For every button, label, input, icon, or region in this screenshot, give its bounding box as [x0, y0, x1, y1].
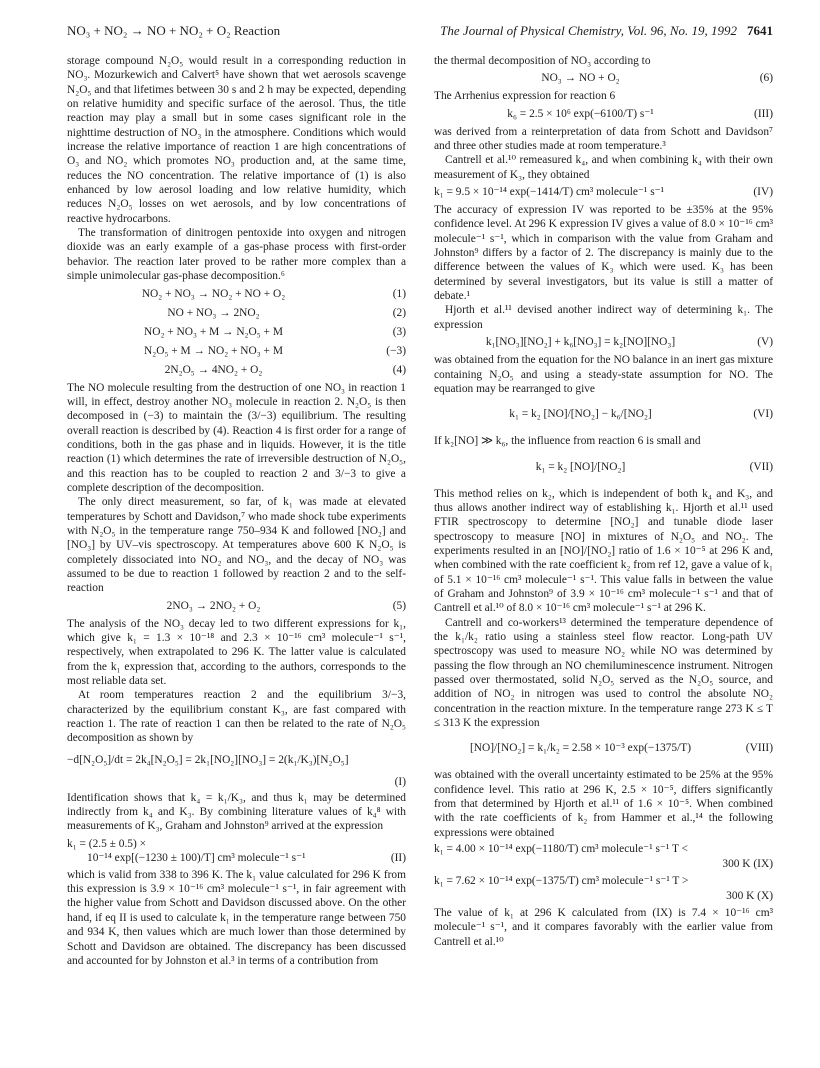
paragraph: If k₂[NO] ≫ k₆, the influence from reaction 6 is small and	[434, 435, 701, 448]
equation-expression-line-1: k₁ = (2.5 ± 0.5) ×	[67, 837, 147, 850]
paragraph: which is valid from 338 to 396 K. The k₁ value calculated for 296 K from this expression is 3.9 × 10⁻¹⁶ cm³ molecule⁻¹ s⁻¹, in fair agreement with the higher value from Schott and Davidson discussed above. On the other hand, if eq II is used to calculate k₁ in the temperature range between 750 and 934 K, then values which are much lower than those determined by Schott and Davidson are obtained. The discrepancy has been discussed and accounted for by Johnston et al.³ in terms of a contribution from	[67, 868, 406, 967]
paragraph: Identification shows that k₄ = k₁/K₃, and thus k₁ may be determined indirectly from k₄ and K₃. By combining literature values of k₄⁸ with measurements of K₃, Graham and Johnston⁹ arrived at the expression	[67, 791, 406, 833]
paragraph: At room temperatures reaction 2 and the equilibrium 3/−3, characterized by the equilibrium constant K₃, are fast compared with reaction 1. The rate of reaction 1 can then be related to the rate of N₂O₅ decomposition as shown by	[67, 689, 406, 745]
equation-expression: k₁ = k₂ [NO]/[NO₂]	[535, 460, 626, 473]
paragraph: The only direct measurement, so far, of k₁ was made at elevated temperatures by Schott and Davidson,⁷ who made shock tube experiments with N₂O₅ in the temperature range 750–934 K and followed [NO₂] and [NO₃] by UV–vis spectroscopy. At temperatures above 600 K N₂O₅ is completely dissociated into NO₂ and NO₃, and the decay of NO₃ was assumed to be due to reaction 1 followed by reaction 2 and to the self-reaction	[67, 496, 406, 595]
equation-5	[67, 598, 406, 615]
paragraph: Hjorth et al.¹¹ devised another indirect way of determining k₁. The expression	[434, 304, 773, 331]
equation-expression: k₁ = 7.62 × 10⁻¹⁴ exp(−1375/T) cm³ molecule⁻¹ s⁻¹ T >	[434, 875, 689, 888]
equation-number: (−3)	[386, 344, 406, 357]
equation-expression: N₂O₅ + M → NO₂ + NO₃ + M	[144, 344, 283, 357]
equation-expression: k₁ = 4.00 × 10⁻¹⁴ exp(−1180/T) cm³ molecule⁻¹ s⁻¹ T <	[434, 843, 688, 856]
equation-number: (III)	[754, 107, 773, 120]
paragraph: Cantrell and co-workers¹³ determined the temperature dependence of the k₁/k₂ ratio using a stainless steel flow reactor. Long-path UV spectroscopy was used to measure NO₂ while NO was determined by passing the flow through an NO chemiluminescence instrument. Nitrogen passed over thermostated, solid N₂O₅ served as the N₂O₅ source, and addition of NO₂ in nitrogen was used to control the absolute NO₂ concentration in the reaction mixture. In the temperature range 273 K ≤ T ≤ 313 K the expression	[434, 616, 773, 730]
equation-VI	[434, 398, 773, 432]
paragraph: the thermal decomposition of NO₃ according to	[434, 55, 651, 67]
equation-number: (VIII)	[745, 742, 773, 755]
equation-number: 300 K (X)	[726, 890, 773, 903]
right-column	[434, 54, 773, 949]
paragraph: The transformation of dinitrogen pentoxide into oxygen and nitrogen dioxide was an early example of a gas-phase process with first-order behavior. The reaction later proved to be rather more complex than a simple unimolecular gas-phase decomposition.⁶	[67, 227, 406, 283]
paragraph: Cantrell et al.¹⁰ remeasured k₄, and when combining k₄ with their own measurement of K₃, they obtained	[434, 154, 773, 181]
equation-IV	[434, 184, 773, 201]
paragraph: storage compound N₂O₅ would result in a corresponding reduction in NO₃. Mozurkewich and Calvert⁵ have shown that wet aerosols scavenge N₂O₅ and that lifetimes between 30 s and 2 h may be expected, depending on relative humidity and specific surface of the aerosol. Thus, the title reaction may play a small but in some cases significant role in the nighttime destruction of NO₃ in the atmosphere. Conditions which would increase the relative importance of reaction 1 are high concentrations of O₃ and NO₂ which promotes NO₃ production and, at the same time, reduces the NO concentration. The relative importance of (1) is also enhanced by low aerosol loading and low relative humidity, which reduces N₂O₅ losses on wet aerosols, and by low concentrations of reactive hydrocarbons.	[67, 55, 406, 225]
page-header	[67, 23, 773, 41]
paragraph: The NO molecule resulting from the destruction of one NO₃ in reaction 1 will, in effect, destroy another NO₃ molecule in reaction 2. N₂O₅ is then decomposed in (−3) to maintain the (3/−3) equilibrium. The resulting overall reaction is described by (4). Reaction 4 is first order for a range of conditions, both in the gas phase and in liquids. However, it is the title reaction (1) which determines the rate of irreversible destruction of N₂O₅, and this reaction has to be coupled to reaction 2 and 3/−3 to give a complete description of the decomposition.	[67, 381, 406, 494]
equation-expression: k₁[NO₃][NO₂] + k₆[NO₃] = k₂[NO][NO₃]	[485, 336, 676, 349]
equation-expression: 2N₂O₅ → 4NO₂ + O₂	[164, 363, 263, 376]
journal-name: The Journal of Physical Chemistry, Vol. 96, No. 19, 1992	[440, 23, 737, 38]
equation-V	[434, 334, 773, 351]
paragraph: The value of k₁ at 296 K calculated from (IX) is 7.4 × 10⁻¹⁶ cm³ molecule⁻¹ s⁻¹, and it compares favorably with the earlier value from Cantrell et al.¹⁰	[434, 907, 773, 948]
equation-expression: k₆ = 2.5 × 10⁶ exp(−6100/T) s⁻¹	[507, 107, 654, 120]
left-column	[67, 54, 406, 968]
equation-VII	[434, 451, 773, 485]
equation-X	[434, 874, 773, 904]
equation-number: (1)	[392, 287, 406, 300]
equation-III	[434, 106, 773, 123]
equation-number: (I)	[394, 775, 406, 788]
paragraph: was obtained with the overall uncertainty estimated to be 25% at the 95% confidence level. This ratio at 296 K, 2.5 × 10⁻⁵, differs significantly from that determined by Hjorth et al.¹¹ of 1.6 × 10⁻⁵. When combined with the rate coefficients of k₂ from Hammer et al.,¹⁴ the following expressions were obtained	[434, 769, 773, 839]
equation-expression: k₁ = k₂ [NO]/[NO₂] − k₆/[NO₂]	[509, 408, 652, 421]
equation-expression: NO₂ + NO₃ → NO₂ + NO + O₂	[141, 287, 286, 300]
equation-number: (2)	[392, 306, 406, 319]
paragraph: The accuracy of expression IV was reported to be ±35% at the 95% confidence level. At 296 K expression IV gives a value of 8.0 × 10⁻¹⁶ cm³ molecule⁻¹ s⁻¹, which in comparison with the value from Graham and Johnston⁹ differs by a factor of 2. The discrepancy is mainly due to the difference between the values of K₃ which were used. K₃ has been determined by several investigators, but its value is still a matter of debate.¹	[434, 204, 773, 303]
equation-expression: 2NO₃ → 2NO₂ + O₂	[166, 599, 261, 612]
page-number: 7641	[747, 23, 773, 38]
equation-1	[67, 286, 406, 303]
equation-number: (IV)	[753, 186, 773, 199]
equation-2	[67, 305, 406, 322]
equation-4	[67, 362, 406, 379]
equation-expression-line-2: 10⁻¹⁴ exp[(−1230 ± 100)/T] cm³ molecule⁻¹ s⁻¹	[87, 851, 306, 864]
equation-II	[67, 836, 406, 866]
equation-number: (VII)	[749, 460, 773, 473]
equation-expression: [NO]/[NO₂] = k₁/k₂ = 2.58 × 10⁻³ exp(−1375/T)	[469, 742, 692, 755]
equation-number: (6)	[759, 72, 773, 85]
paragraph: was derived from a reinterpretation of data from Schott and Davidson⁷ and three other studies made at room temperature.³	[434, 125, 773, 153]
equation-VIII	[434, 732, 773, 766]
equation-number: (3)	[392, 325, 406, 338]
paragraph: This method relies on k₂, which is independent of both k₄ and K₃, and thus allows another indirect way of establishing k₁. Hjorth et al.¹¹ used FTIR spectroscopy to determine [NO₂] and tunable diode laser spectroscopy to measure [NO] in mixtures of N₂O₅ and NO₂. The experiments resulted in an [NO]/[NO₂] ratio of 1.6 × 10⁻⁵ at 296 K and, when combined with the rate coefficient k₂ from ref 12, gave a value of k₁ of 5.1 × 10⁻¹⁶ cm³ molecule⁻¹ s⁻¹. This value falls in between the value of Graham and Johnston⁹ of 3.9 × 10⁻¹⁶ cm³ molecule⁻¹ s⁻¹ and that of Cantrell et al.¹⁰ of 8.0 × 10⁻¹⁶ cm³ molecule⁻¹ s⁻¹ at 296 K.	[434, 487, 773, 615]
paragraph: was obtained from the equation for the NO balance in an inert gas mixture containing N₂O₅ and using a steady-state assumption for NO. The equation may be rearranged to give	[434, 354, 773, 395]
equation-3	[67, 324, 406, 341]
equation-IX	[434, 842, 773, 872]
equation-expression: NO₂ + NO₃ + M → N₂O₅ + M	[144, 325, 283, 338]
equation-number: 300 K (IX)	[722, 858, 773, 871]
paragraph: The Arrhenius expression for reaction 6	[434, 90, 616, 103]
equation-expression: −d[N₂O₅]/dt = 2k₄[N₂O₅] = 2k₁[NO₂][NO₃] = 2(k₁/K₃)[N₂O₅]	[67, 753, 349, 766]
equation-number: (VI)	[753, 408, 773, 421]
equation-I	[67, 749, 406, 789]
equation-expression: NO + NO₃ → 2NO₂	[167, 306, 260, 319]
equation-number: (4)	[392, 363, 406, 376]
paragraph: The analysis of the NO₃ decay led to two different expressions for k₁, which give k₁ = 1.3 × 10⁻¹⁸ and 2.3 × 10⁻¹⁶ cm³ molecule⁻¹ s⁻¹, respectively, when extrapolated to 296 K. The latter value is calculated from the k₁ expression that, according to the authors, corresponds to the most reliable data set.	[67, 617, 406, 688]
journal-citation	[440, 23, 773, 39]
equation-number: (5)	[392, 599, 406, 612]
equation-expression: NO₃ → NO + O₂	[541, 72, 620, 85]
equation-minus-3	[67, 343, 406, 360]
equation-number: (II)	[390, 851, 406, 864]
running-title: NO₃ + NO₂ → NO + NO₂ + O₂ Reaction	[67, 23, 281, 38]
equation-6	[434, 70, 773, 87]
equation-expression: k₁ = 9.5 × 10⁻¹⁴ exp(−1414/T) cm³ molecule⁻¹ s⁻¹	[434, 186, 665, 199]
equation-number: (V)	[757, 336, 773, 349]
